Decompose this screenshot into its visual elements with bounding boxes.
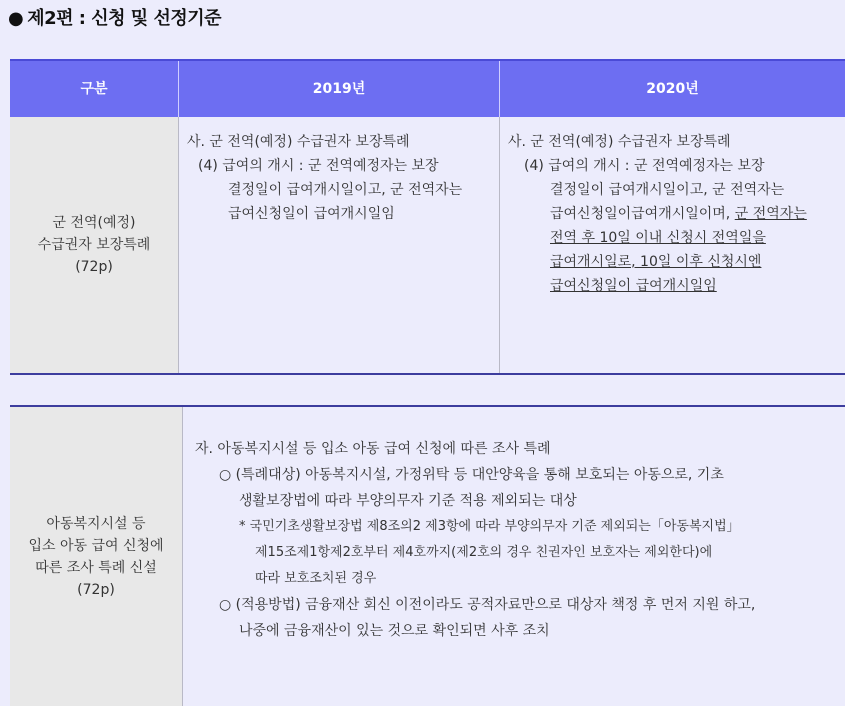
text-line: 급여신청일이 급여개시일임 [228,206,395,222]
text-line: 결정일이 급여개시일이고, 군 전역자는 [228,182,463,198]
text-line: 자. 아동복지시설 등 입소 아동 급여 신청에 따른 조사 특례 [195,441,551,457]
row-label-line: (72p) [75,259,113,275]
text-line: 사. 군 전역(예정) 수급권자 보장특례 [187,134,410,150]
header-category: 구분 [80,81,108,97]
text-line: * 국민기초생활보장법 제8조의2 제3항에 따라 부양의무자 기준 제외되는「아동복지법」 [239,519,740,534]
text-line: 나중에 금융재산이 있는 것으로 확인되면 사후 조치 [239,623,550,639]
bullet-icon: ● [8,8,24,29]
table-bottom-border [10,373,845,375]
row-label-child-welfare [10,407,183,706]
row-label-line: 입소 아동 급여 신청에 [28,537,164,554]
cell-2020 [500,117,845,373]
text-line: (4) 급여의 개시 : 군 전역예정자는 보장 [198,158,439,174]
text-line: ○ (적용방법) 금융재산 회신 이전이라도 공적자료만으로 대상자 책정 후 먼저 지원 하고, [219,597,756,613]
text-line: ○ (특례대상) 아동복지시설, 가정위탁 등 대안양육을 통해 보호되는 아동으로, 기초 [219,467,724,483]
header-2020: 2020년 [646,81,699,97]
row-label-line: 아동복지시설 등 [46,515,146,532]
text-line: 생활보장법에 따라 부양의무자 기준 적용 제외되는 대상 [239,493,577,509]
text-line: 따라 보호조치된 경우 [255,571,377,586]
cell-2019 [179,117,499,373]
underlined-text: 급여개시일로, 10일 이후 신청시엔 [550,254,762,270]
underlined-text: 전역 후 10일 이내 신청시 전역일을 [550,230,766,246]
text-line: (4) 급여의 개시 : 군 전역예정자는 보장 [524,158,765,174]
underlined-text: 군 전역자는 [734,206,807,222]
page-title-text: 제2편 : 신청 및 선정기준 [27,8,221,29]
text-segment: 급여신청일이급여개시일이며, [550,206,735,222]
text-line: 제15조제1항제2호부터 제4호까지(제2호의 경우 친권자인 보호자는 제외한다)에 [255,545,713,560]
row-label-military [10,117,179,373]
special-case-table [10,405,845,706]
header-2019: 2019년 [312,81,366,97]
comparison-table [10,59,845,375]
page-title [8,4,221,30]
row-label-line: 수급권자 보장특례 [37,237,151,253]
underlined-text: 급여신청일이 급여개시일임 [550,278,717,294]
row-label-line: 따른 조사 특례 신설 [35,559,157,576]
row-label-line: (72p) [77,581,115,598]
row-label-line: 군 전역(예정) [52,215,136,231]
text-line: 결정일이 급여개시일이고, 군 전역자는 [550,182,785,198]
text-line: 사. 군 전역(예정) 수급권자 보장특례 [508,134,731,150]
cell-child-welfare [183,407,845,706]
text-line [550,202,807,226]
table-header [10,59,845,117]
